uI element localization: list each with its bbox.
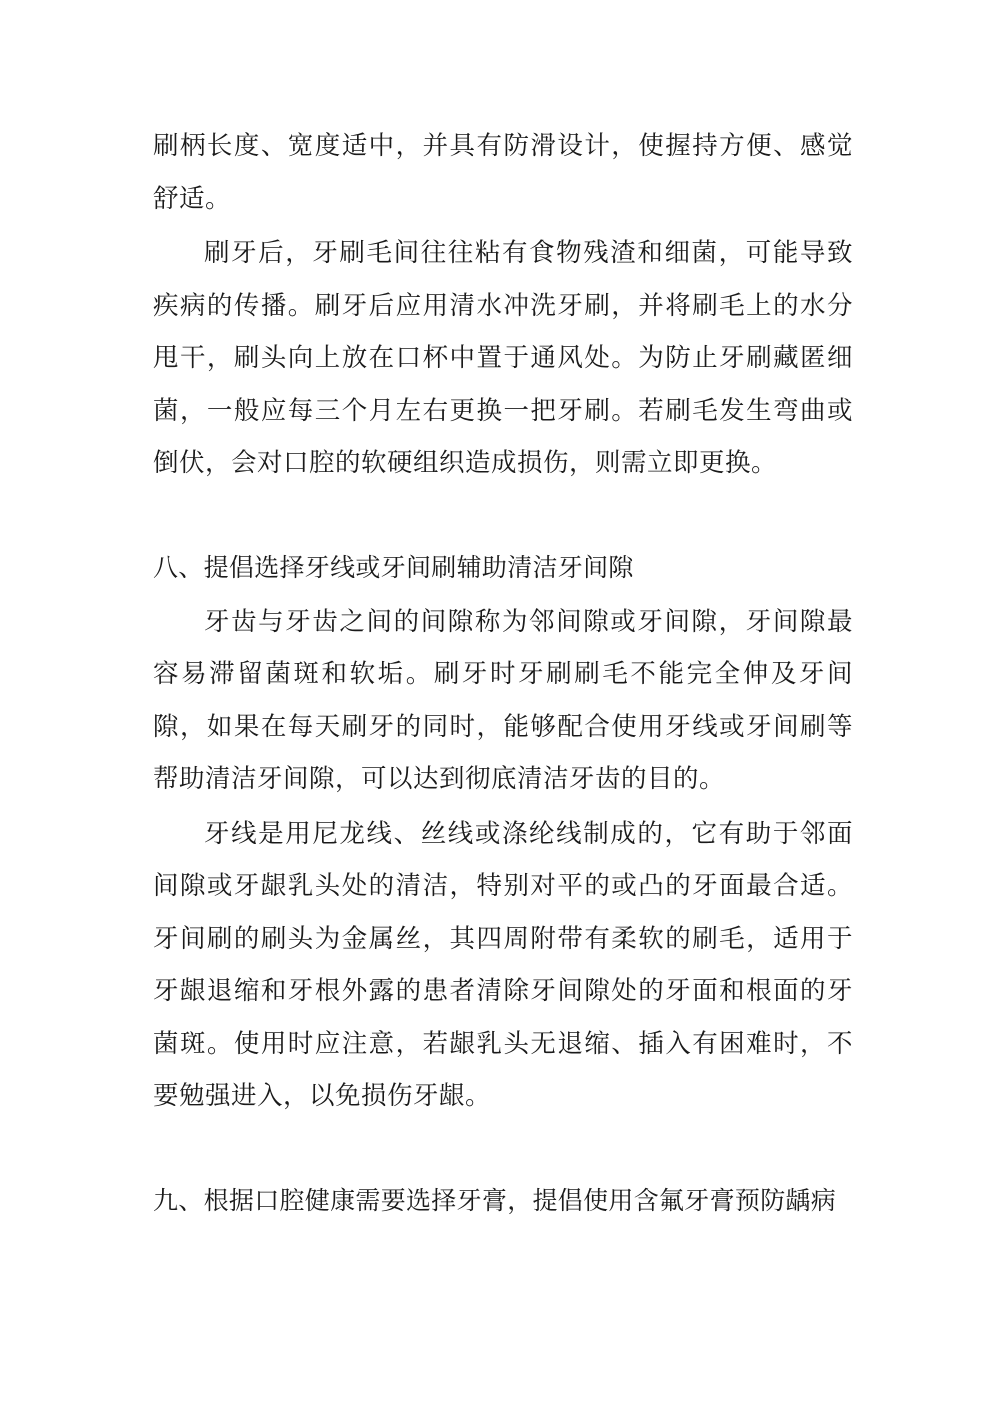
paragraph-toothbrush-handle: 刷柄长度、宽度适中，并具有防滑设计，使握持方便、感觉舒适。 [153, 131, 853, 214]
paragraph-toothbrush-care: 刷牙后，牙刷毛间往往粘有食物残渣和细菌，可能导致疾病的传播。刷牙后应用清水冲洗牙刷，并将刷毛上的水分甩干，刷头向上放在口杯中置于通风处。为防止牙刷藏匿细菌，一般应每三个月左右更换一把牙刷。若刷毛发生弯曲或倒伏，会对口腔的软硬组织造成损伤，则需立即更换。 [153, 238, 853, 478]
paragraph-floss-and-brush: 牙线是用尼龙线、丝线或涤纶线制成的，它有助于邻面间隙或牙龈乳头处的清洁，特别对平的或凸的牙面最合适。牙间刷的刷头为金属丝，其四周附带有柔软的刷毛，适用于牙龈退缩和牙根外露的患者清除牙间隙处的牙面和根面的牙菌斑。使用时应注意，若龈乳头无退缩、插入有困难时，不要勉强进入，以免损伤牙龈。 [153, 818, 853, 1111]
paragraph-interdental-space: 牙齿与牙齿之间的间隙称为邻间隙或牙间隙，牙间隙最容易滞留菌斑和软垢。刷牙时牙刷刷毛不能完全伸及牙间隙，如果在每天刷牙的同时，能够配合使用牙线或牙间刷等帮助清洁牙间隙，可以达到彻底清洁牙齿的目的。 [153, 606, 853, 794]
section-heading-8: 八、提倡选择牙线或牙间刷辅助清洁牙间隙 [153, 552, 634, 582]
section-heading-9: 九、根据口腔健康需要选择牙膏，提倡使用含氟牙膏预防龋病 [153, 1185, 837, 1215]
document-body [153, 120, 853, 1229]
